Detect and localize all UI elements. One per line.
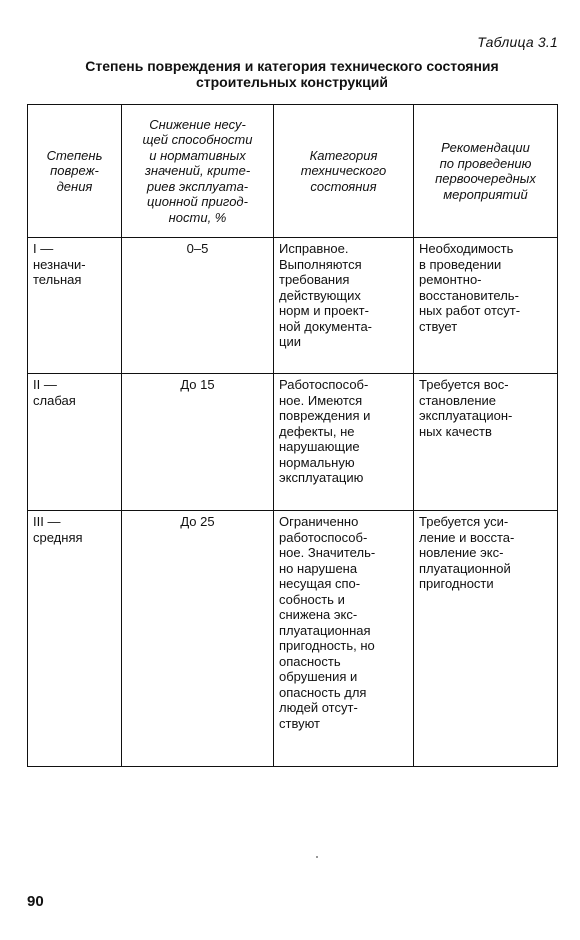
cell-line: но нарушена [279,560,358,576]
cell-line: Выполняются [279,256,362,272]
cell-line: ной документа- [279,318,372,334]
cell-reduction: До 15 [122,374,274,511]
header-line: риев эксплуата- [146,178,249,194]
cell-category [274,238,414,374]
cell-line: незначи- [33,256,86,272]
cell-category-text [279,377,408,486]
cell-degree-text [33,514,116,545]
header-line: значений, крите- [144,163,251,179]
cell-line: III — [33,514,61,529]
cell-line: в проведении [419,256,502,272]
cell-recommendation-text [419,241,552,334]
cell-line: пригодность, но [279,638,375,653]
cell-line: средняя [33,529,83,545]
cell-recommendation-text [419,514,552,592]
cell-line: Требуется вос- [419,377,509,392]
cell-line: тельная [33,272,82,287]
table-row [28,238,558,374]
cell-line: снижена экс- [279,607,358,622]
cell-line: Работоспособ- [279,377,369,392]
cell-line: людей отсут- [279,700,358,715]
cell-line: пригодности [419,576,494,591]
header-line: Рекомендации [441,140,530,155]
cell-category-text [279,514,408,731]
cell-line: Исправное. [279,241,349,256]
header-line: ности, % [168,209,227,225]
cell-line: I — [33,241,54,256]
cell-line: восстановитель- [419,287,519,303]
cell-line: ремонтно- [419,272,482,287]
header-category [274,105,414,238]
cell-line: ное. Значитель- [279,545,376,560]
cell-line: слабая [33,392,76,408]
header-line: состояния [310,178,377,194]
table-row [28,374,558,511]
cell-line: плуатационная [279,622,371,638]
cell-category [274,511,414,767]
table-title-line: Степень повреждения и категория технического состояния [85,58,499,74]
cell-reduction: До 25 [122,511,274,767]
cell-degree-text [33,377,116,408]
header-recommendations [414,105,558,238]
cell-recommendation [414,511,558,767]
cell-line: повреждения и [279,408,371,423]
header-line: Степень [46,147,103,163]
cell-line: ствуют [279,715,320,731]
cell-line: дефекты, не [279,423,355,439]
cell-recommendation [414,374,558,511]
table-header-row [28,105,558,238]
cell-category [274,374,414,511]
cell-line: Ограниченно [279,514,359,529]
header-line: технического [300,163,387,179]
table-row [28,511,558,767]
print-speck [316,856,318,858]
cell-line: II — [33,377,57,392]
cell-line: Необходимость [419,241,514,256]
cell-line: нормальную [279,454,355,470]
cell-reduction: 0–5 [122,238,274,374]
header-line: Категория [309,147,378,163]
cell-line: ствует [419,318,458,334]
cell-line: нарушающие [279,439,360,454]
cell-category-text [279,241,408,350]
cell-degree [28,374,122,511]
header-reduction-text [126,117,269,226]
cell-line: ных работ отсут- [419,303,521,318]
cell-line: становление [419,392,497,408]
header-degree-text [32,148,117,195]
cell-line: эксплуатацию [279,470,364,485]
cell-degree-text [33,241,116,288]
header-line: щей способности [142,132,253,148]
header-line: дения [56,178,93,194]
header-line: Снижение несу- [149,116,246,132]
cell-line: эксплуатацион- [419,408,513,423]
header-line: мероприятий [443,186,528,202]
cell-line: новление экс- [419,545,504,560]
cell-recommendation-text [419,377,552,439]
cell-line: ции [279,334,301,349]
header-line: повреж- [50,163,99,179]
header-line: ционной пригод- [147,194,248,210]
header-line: первоочередных [435,171,536,186]
cell-line: норм и проект- [279,303,369,318]
cell-line: плуатационной [419,560,511,576]
header-category-text [278,148,409,195]
cell-line: ление и восста- [419,529,515,545]
header-degree [28,105,122,238]
cell-line: действующих [279,287,361,303]
cell-degree [28,238,122,374]
cell-line: несущая спо- [279,576,361,591]
table-number: Таблица 3.1 [477,34,558,50]
table-title [22,58,562,90]
header-line: по проведению [439,155,532,171]
cell-line: работоспособ- [279,529,368,545]
cell-line: ное. Имеются [279,392,363,408]
page-number: 90 [27,893,44,910]
cell-line: опасность для [279,684,367,700]
cell-line: опасность [279,653,341,669]
table-title-line: строительных конструкций [195,74,389,90]
cell-line: обрушения и [279,669,358,684]
header-recommendations-text [418,140,553,202]
cell-recommendation [414,238,558,374]
cell-line: ных качеств [419,423,492,439]
header-reduction [122,105,274,238]
cell-line: Требуется уси- [419,514,509,529]
header-line: и нормативных [149,147,246,163]
cell-line: собность и [279,591,345,607]
cell-line: требования [279,272,350,287]
damage-category-table [27,104,558,767]
cell-degree [28,511,122,767]
